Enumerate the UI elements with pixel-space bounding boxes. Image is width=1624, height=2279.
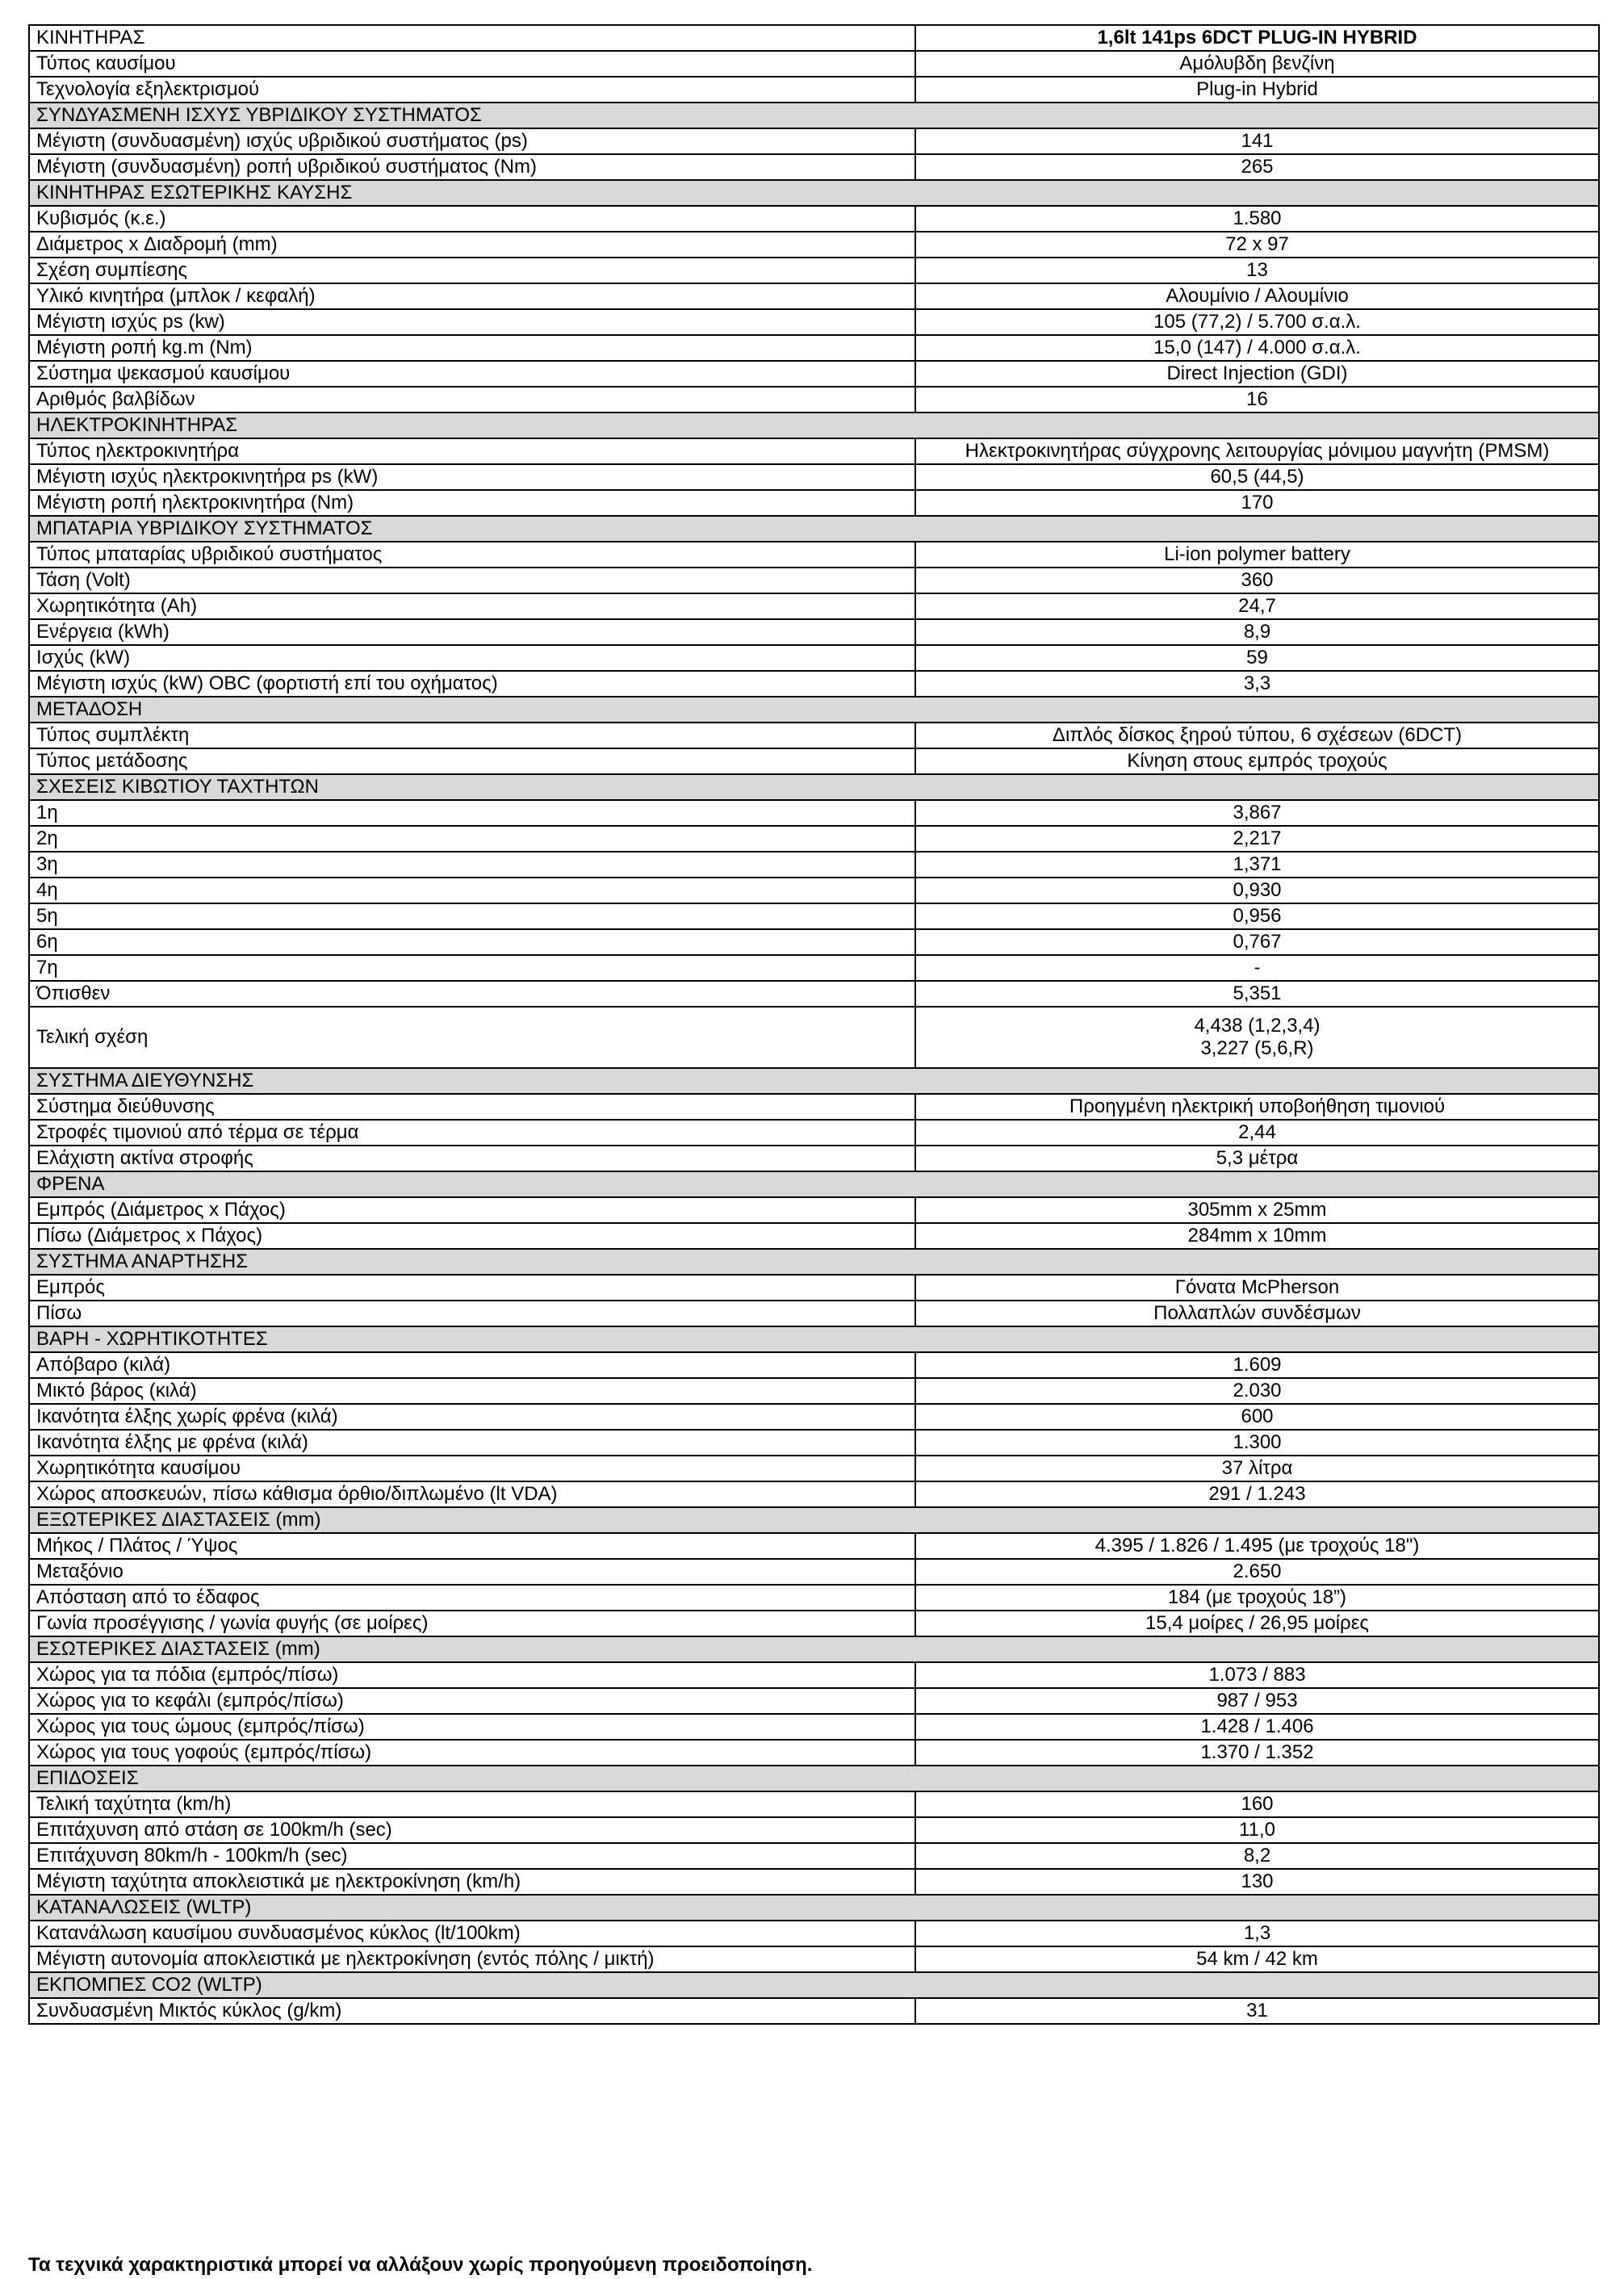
- table-row: [29, 335, 1599, 361]
- spec-label: Απόβαρο (κιλά): [29, 1352, 915, 1378]
- footnote: Τα τεχνικά χαρακτηριστικά μπορεί να αλλάξουν χωρίς προηγούμενη προειδοποίηση.: [28, 2254, 813, 2276]
- spec-label: 5η: [29, 903, 915, 929]
- table-row: [29, 1223, 1599, 1249]
- spec-label: Χωρητικότητα καυσίμου: [29, 1456, 915, 1481]
- table-row: [29, 1559, 1599, 1585]
- table-row: [29, 542, 1599, 568]
- spec-value: Li-ion polymer battery: [915, 542, 1599, 568]
- spec-value: 60,5 (44,5): [915, 464, 1599, 490]
- table-row: [29, 1352, 1599, 1378]
- spec-label: Μέγιστη ισχύς ps (kw): [29, 309, 915, 335]
- table-row: [29, 1585, 1599, 1611]
- spec-value: 170: [915, 490, 1599, 516]
- spec-value: 37 λίτρα: [915, 1456, 1599, 1481]
- spec-label: Μέγιστη ισχύς ηλεκτροκινητήρα ps (kW): [29, 464, 915, 490]
- section-title: ΣΥΝΔΥΑΣΜΕΝΗ ΙΣΧΥΣ ΥΒΡΙΔΙΚΟΥ ΣΥΣΤΗΜΑΤΟΣ: [29, 103, 1599, 128]
- table-row: [29, 309, 1599, 335]
- spec-label: Τεχνολογία εξηλεκτρισμού: [29, 77, 915, 103]
- spec-label: Εμπρός (Διάμετρος x Πάχος): [29, 1197, 915, 1223]
- spec-value: 8,2: [915, 1843, 1599, 1869]
- table-row: [29, 464, 1599, 490]
- spec-value: 130: [915, 1869, 1599, 1895]
- table-row: [29, 800, 1599, 826]
- section-title: ΕΠΙΔΟΣΕΙΣ: [29, 1766, 1599, 1791]
- section-header-row: [29, 516, 1599, 542]
- spec-table-body: [29, 25, 1599, 2024]
- spec-value: 987 / 953: [915, 1688, 1599, 1714]
- table-row: [29, 903, 1599, 929]
- spec-value: 31: [915, 1998, 1599, 2024]
- table-row: [29, 77, 1599, 103]
- table-row: [29, 258, 1599, 283]
- table-row: [29, 1998, 1599, 2024]
- spec-value: 184 (με τροχούς 18”): [915, 1585, 1599, 1611]
- spec-value: 3,3: [915, 671, 1599, 697]
- spec-label: Τάση (Volt): [29, 568, 915, 593]
- spec-value: -: [915, 955, 1599, 981]
- spec-label: Επιτάχυνση 80km/h - 100km/h (sec): [29, 1843, 915, 1869]
- spec-label: Τελική σχέση: [29, 1007, 915, 1068]
- spec-label: 4η: [29, 878, 915, 903]
- spec-label: Κατανάλωση καυσίμου συνδυασμένος κύκλος (lt/100km): [29, 1921, 915, 1946]
- spec-label: Μέγιστη ισχύς (kW) OBC (φορτιστή επί του οχήματος): [29, 671, 915, 697]
- spec-value: 5,3 μέτρα: [915, 1146, 1599, 1171]
- spec-label: 6η: [29, 929, 915, 955]
- table-row: [29, 1791, 1599, 1817]
- spec-label: Χώρος αποσκευών, πίσω κάθισμα όρθιο/διπλωμένο (lt VDA): [29, 1481, 915, 1507]
- table-row: [29, 593, 1599, 619]
- spec-label: Μεταξόνιο: [29, 1559, 915, 1585]
- spec-value: 1,371: [915, 852, 1599, 878]
- table-row: [29, 1946, 1599, 1972]
- section-header-row: [29, 1766, 1599, 1791]
- section-title: ΜΕΤΑΔΟΣΗ: [29, 697, 1599, 723]
- table-row: [29, 1921, 1599, 1946]
- spec-label: Στροφές τιμονιού από τέρμα σε τέρμα: [29, 1120, 915, 1146]
- table-row: [29, 748, 1599, 774]
- spec-label: Σύστημα διεύθυνσης: [29, 1094, 915, 1120]
- spec-value: 1,6lt 141ps 6DCT PLUG-IN HYBRID: [915, 25, 1599, 51]
- table-row: [29, 955, 1599, 981]
- table-row: [29, 1662, 1599, 1688]
- spec-value: 59: [915, 645, 1599, 671]
- spec-value: Κίνηση στους εμπρός τροχούς: [915, 748, 1599, 774]
- table-row: [29, 619, 1599, 645]
- spec-value: 160: [915, 1791, 1599, 1817]
- spec-label: Ελάχιστη ακτίνα στροφής: [29, 1146, 915, 1171]
- spec-label: Χώρος για τους γοφούς (εμπρός/πίσω): [29, 1740, 915, 1766]
- section-title: ΕΞΩΤΕΡΙΚΕΣ ΔΙΑΣΤΑΣΕΙΣ (mm): [29, 1507, 1599, 1533]
- spec-label: Εμπρός: [29, 1275, 915, 1301]
- spec-value: 1.370 / 1.352: [915, 1740, 1599, 1766]
- spec-label: Μέγιστη αυτονομία αποκλειστικά με ηλεκτροκίνηση (εντός πόλης / μικτή): [29, 1946, 915, 1972]
- spec-label: Μικτό βάρος (κιλά): [29, 1378, 915, 1404]
- section-title: ΗΛΕΚΤΡΟΚΙΝΗΤΗΡΑΣ: [29, 413, 1599, 438]
- spec-label: 1η: [29, 800, 915, 826]
- spec-value: 24,7: [915, 593, 1599, 619]
- section-header-row: [29, 774, 1599, 800]
- spec-value: 305mm x 25mm: [915, 1197, 1599, 1223]
- spec-value: 360: [915, 568, 1599, 593]
- spec-label: Κυβισμός (κ.ε.): [29, 206, 915, 232]
- table-row: [29, 1611, 1599, 1636]
- section-title: ΣΥΣΤΗΜΑ ΔΙΕΥΘΥΝΣΗΣ: [29, 1068, 1599, 1094]
- table-row: [29, 128, 1599, 154]
- spec-value: 141: [915, 128, 1599, 154]
- table-row: [29, 1094, 1599, 1120]
- spec-label: Επιτάχυνση από στάση σε 100km/h (sec): [29, 1817, 915, 1843]
- table-row: [29, 1843, 1599, 1869]
- spec-value: Διπλός δίσκος ξηρού τύπου, 6 σχέσεων (6DCT): [915, 723, 1599, 748]
- table-row: [29, 1714, 1599, 1740]
- section-header-row: [29, 1171, 1599, 1197]
- table-row: [29, 1817, 1599, 1843]
- table-row: [29, 1740, 1599, 1766]
- spec-value: 54 km / 42 km: [915, 1946, 1599, 1972]
- section-header-row: [29, 1636, 1599, 1662]
- spec-value: Αμόλυβδη βενζίνη: [915, 51, 1599, 77]
- table-row: [29, 51, 1599, 77]
- section-title: ΚΑΤΑΝΑΛΩΣΕΙΣ (WLTP): [29, 1895, 1599, 1921]
- spec-value: 15,4 μοίρες / 26,95 μοίρες: [915, 1611, 1599, 1636]
- section-title: ΕΣΩΤΕΡΙΚΕΣ ΔΙΑΣΤΑΣΕΙΣ (mm): [29, 1636, 1599, 1662]
- spec-value: 13: [915, 258, 1599, 283]
- spec-label: Όπισθεν: [29, 981, 915, 1007]
- spec-value: 4.395 / 1.826 / 1.495 (με τροχούς 18"): [915, 1533, 1599, 1559]
- spec-label: Τύπος συμπλέκτη: [29, 723, 915, 748]
- spec-value: 16: [915, 387, 1599, 413]
- section-header-row: [29, 180, 1599, 206]
- section-header-row: [29, 1068, 1599, 1094]
- spec-value: 1.428 / 1.406: [915, 1714, 1599, 1740]
- table-row: [29, 852, 1599, 878]
- spec-label: 7η: [29, 955, 915, 981]
- spec-label: Διάμετρος x Διαδρομή (mm): [29, 232, 915, 258]
- table-row: [29, 1688, 1599, 1714]
- spec-label: Απόσταση από το έδαφος: [29, 1585, 915, 1611]
- section-header-row: [29, 1972, 1599, 1998]
- table-row: [29, 878, 1599, 903]
- table-row: [29, 490, 1599, 516]
- section-title: ΜΠΑΤΑΡΙΑ ΥΒΡΙΔΙΚΟΥ ΣΥΣΤΗΜΑΤΟΣ: [29, 516, 1599, 542]
- spec-value: 11,0: [915, 1817, 1599, 1843]
- section-header-row: [29, 413, 1599, 438]
- spec-label: Συνδυασμένη Μικτός κύκλος (g/km): [29, 1998, 915, 2024]
- section-title: ΒΑΡΗ - ΧΩΡΗΤΙΚΟΤΗΤΕΣ: [29, 1326, 1599, 1352]
- spec-value: 1.580: [915, 206, 1599, 232]
- table-row: [29, 1275, 1599, 1301]
- spec-label: Μέγιστη (συνδυασμένη) ροπή υβριδικού συστήματος (Nm): [29, 154, 915, 180]
- section-title: ΣΥΣΤΗΜΑ ΑΝΑΡΤΗΣΗΣ: [29, 1249, 1599, 1275]
- spec-label: Ισχύς (kW): [29, 645, 915, 671]
- section-header-row: [29, 1326, 1599, 1352]
- table-row: [29, 283, 1599, 309]
- table-row: [29, 232, 1599, 258]
- spec-value: 105 (77,2) / 5.700 σ.α.λ.: [915, 309, 1599, 335]
- spec-value: 1.609: [915, 1352, 1599, 1378]
- spec-label: Τύπος μετάδοσης: [29, 748, 915, 774]
- spec-label: Χώρος για τους ώμους (εμπρός/πίσω): [29, 1714, 915, 1740]
- table-row: [29, 568, 1599, 593]
- table-row: [29, 981, 1599, 1007]
- spec-label: Ικανότητα έλξης χωρίς φρένα (κιλά): [29, 1404, 915, 1430]
- spec-label: Μέγιστη ταχύτητα αποκλειστικά με ηλεκτροκίνηση (km/h): [29, 1869, 915, 1895]
- section-title: ΣΧΕΣΕΙΣ ΚΙΒΩΤΙΟΥ ΤΑΧΤΗΤΩΝ: [29, 774, 1599, 800]
- spec-label: Χωρητικότητα (Ah): [29, 593, 915, 619]
- spec-value-line: 4,438 (1,2,3,4): [1194, 1015, 1321, 1037]
- spec-label: Χώρος για το κεφάλι (εμπρός/πίσω): [29, 1688, 915, 1714]
- spec-label: Αριθμός βαλβίδων: [29, 387, 915, 413]
- table-row: [29, 1120, 1599, 1146]
- spec-label: Τύπος καυσίμου: [29, 51, 915, 77]
- table-row: [29, 1197, 1599, 1223]
- spec-value: 2.030: [915, 1378, 1599, 1404]
- spec-value: 15,0 (147) / 4.000 σ.α.λ.: [915, 335, 1599, 361]
- spec-value: Πολλαπλών συνδέσμων: [915, 1301, 1599, 1326]
- spec-label: Τύπος ηλεκτροκινητήρα: [29, 438, 915, 464]
- spec-label: Μήκος / Πλάτος / Ύψος: [29, 1533, 915, 1559]
- spec-label: Χώρος για τα πόδια (εμπρός/πίσω): [29, 1662, 915, 1688]
- spec-value: 284mm x 10mm: [915, 1223, 1599, 1249]
- spec-label: Σύστημα ψεκασμού καυσίμου: [29, 361, 915, 387]
- spec-label: Τελική ταχύτητα (km/h): [29, 1791, 915, 1817]
- spec-label: Πίσω (Διάμετρος x Πάχος): [29, 1223, 915, 1249]
- table-row: [29, 154, 1599, 180]
- spec-value: 2.650: [915, 1559, 1599, 1585]
- spec-label: Γωνία προσέγγισης / γωνία φυγής (σε μοίρες): [29, 1611, 915, 1636]
- spec-value: 2,44: [915, 1120, 1599, 1146]
- table-row: [29, 1481, 1599, 1507]
- spec-table: [28, 24, 1600, 2025]
- spec-value: 0,930: [915, 878, 1599, 903]
- spec-value: 0,767: [915, 929, 1599, 955]
- spec-value: 265: [915, 154, 1599, 180]
- section-header-row: [29, 103, 1599, 128]
- spec-label: Σχέση συμπίεσης: [29, 258, 915, 283]
- spec-value: 1.300: [915, 1430, 1599, 1456]
- section-header-row: [29, 1507, 1599, 1533]
- spec-label: Πίσω: [29, 1301, 915, 1326]
- spec-label: Τύπος μπαταρίας υβριδικού συστήματος: [29, 542, 915, 568]
- spec-value: Γόνατα McPherson: [915, 1275, 1599, 1301]
- spec-label: Μέγιστη ροπή ηλεκτροκινητήρα (Nm): [29, 490, 915, 516]
- section-header-row: [29, 697, 1599, 723]
- section-title: ΦΡΕΝΑ: [29, 1171, 1599, 1197]
- table-row: [29, 826, 1599, 852]
- table-header-row: [29, 25, 1599, 51]
- table-row: [29, 929, 1599, 955]
- section-header-row: [29, 1895, 1599, 1921]
- spec-value-line: 3,227 (5,6,R): [1200, 1037, 1314, 1059]
- table-row: [29, 1430, 1599, 1456]
- spec-value: 291 / 1.243: [915, 1481, 1599, 1507]
- table-row: [29, 1404, 1599, 1430]
- spec-value: Direct Injection (GDI): [915, 361, 1599, 387]
- section-header-row: [29, 1249, 1599, 1275]
- spec-value: 72 x 97: [915, 232, 1599, 258]
- table-row: [29, 1007, 1599, 1068]
- spec-label: 3η: [29, 852, 915, 878]
- table-row: [29, 387, 1599, 413]
- table-row: [29, 438, 1599, 464]
- spec-label: Ικανότητα έλξης με φρένα (κιλά): [29, 1430, 915, 1456]
- table-row: [29, 723, 1599, 748]
- table-row: [29, 1378, 1599, 1404]
- spec-value: Προηγμένη ηλεκτρική υποβοήθηση τιμονιού: [915, 1094, 1599, 1120]
- spec-value: [915, 1007, 1599, 1068]
- table-row: [29, 645, 1599, 671]
- section-title: ΕΚΠΟΜΠΕΣ CO2 (WLTP): [29, 1972, 1599, 1998]
- spec-value: 3,867: [915, 800, 1599, 826]
- spec-label: Μέγιστη ροπή kg.m (Nm): [29, 335, 915, 361]
- spec-value: 1,3: [915, 1921, 1599, 1946]
- table-row: [29, 361, 1599, 387]
- table-row: [29, 1146, 1599, 1171]
- spec-value: 5,351: [915, 981, 1599, 1007]
- table-row: [29, 1456, 1599, 1481]
- table-row: [29, 671, 1599, 697]
- spec-label: Μέγιστη (συνδυασμένη) ισχύς υβριδικού συστήματος (ps): [29, 128, 915, 154]
- spec-value: 600: [915, 1404, 1599, 1430]
- spec-value: Αλουμίνιο / Αλουμίνιο: [915, 283, 1599, 309]
- spec-value: Ηλεκτροκινητήρας σύγχρονης λειτουργίας μόνιμου μαγνήτη (PMSM): [915, 438, 1599, 464]
- spec-value: 8,9: [915, 619, 1599, 645]
- spec-label: Ενέργεια (kWh): [29, 619, 915, 645]
- spec-value: Plug-in Hybrid: [915, 77, 1599, 103]
- table-row: [29, 206, 1599, 232]
- spec-label: 2η: [29, 826, 915, 852]
- table-row: [29, 1301, 1599, 1326]
- spec-label: Υλικό κινητήρα (μπλοκ / κεφαλή): [29, 283, 915, 309]
- spec-value: 0,956: [915, 903, 1599, 929]
- section-title: ΚΙΝΗΤΗΡΑΣ ΕΣΩΤΕΡΙΚΗΣ ΚΑΥΣΗΣ: [29, 180, 1599, 206]
- spec-label: ΚΙΝΗΤΗΡΑΣ: [29, 25, 915, 51]
- table-row: [29, 1533, 1599, 1559]
- spec-value: 2,217: [915, 826, 1599, 852]
- spec-value: 1.073 / 883: [915, 1662, 1599, 1688]
- table-row: [29, 1869, 1599, 1895]
